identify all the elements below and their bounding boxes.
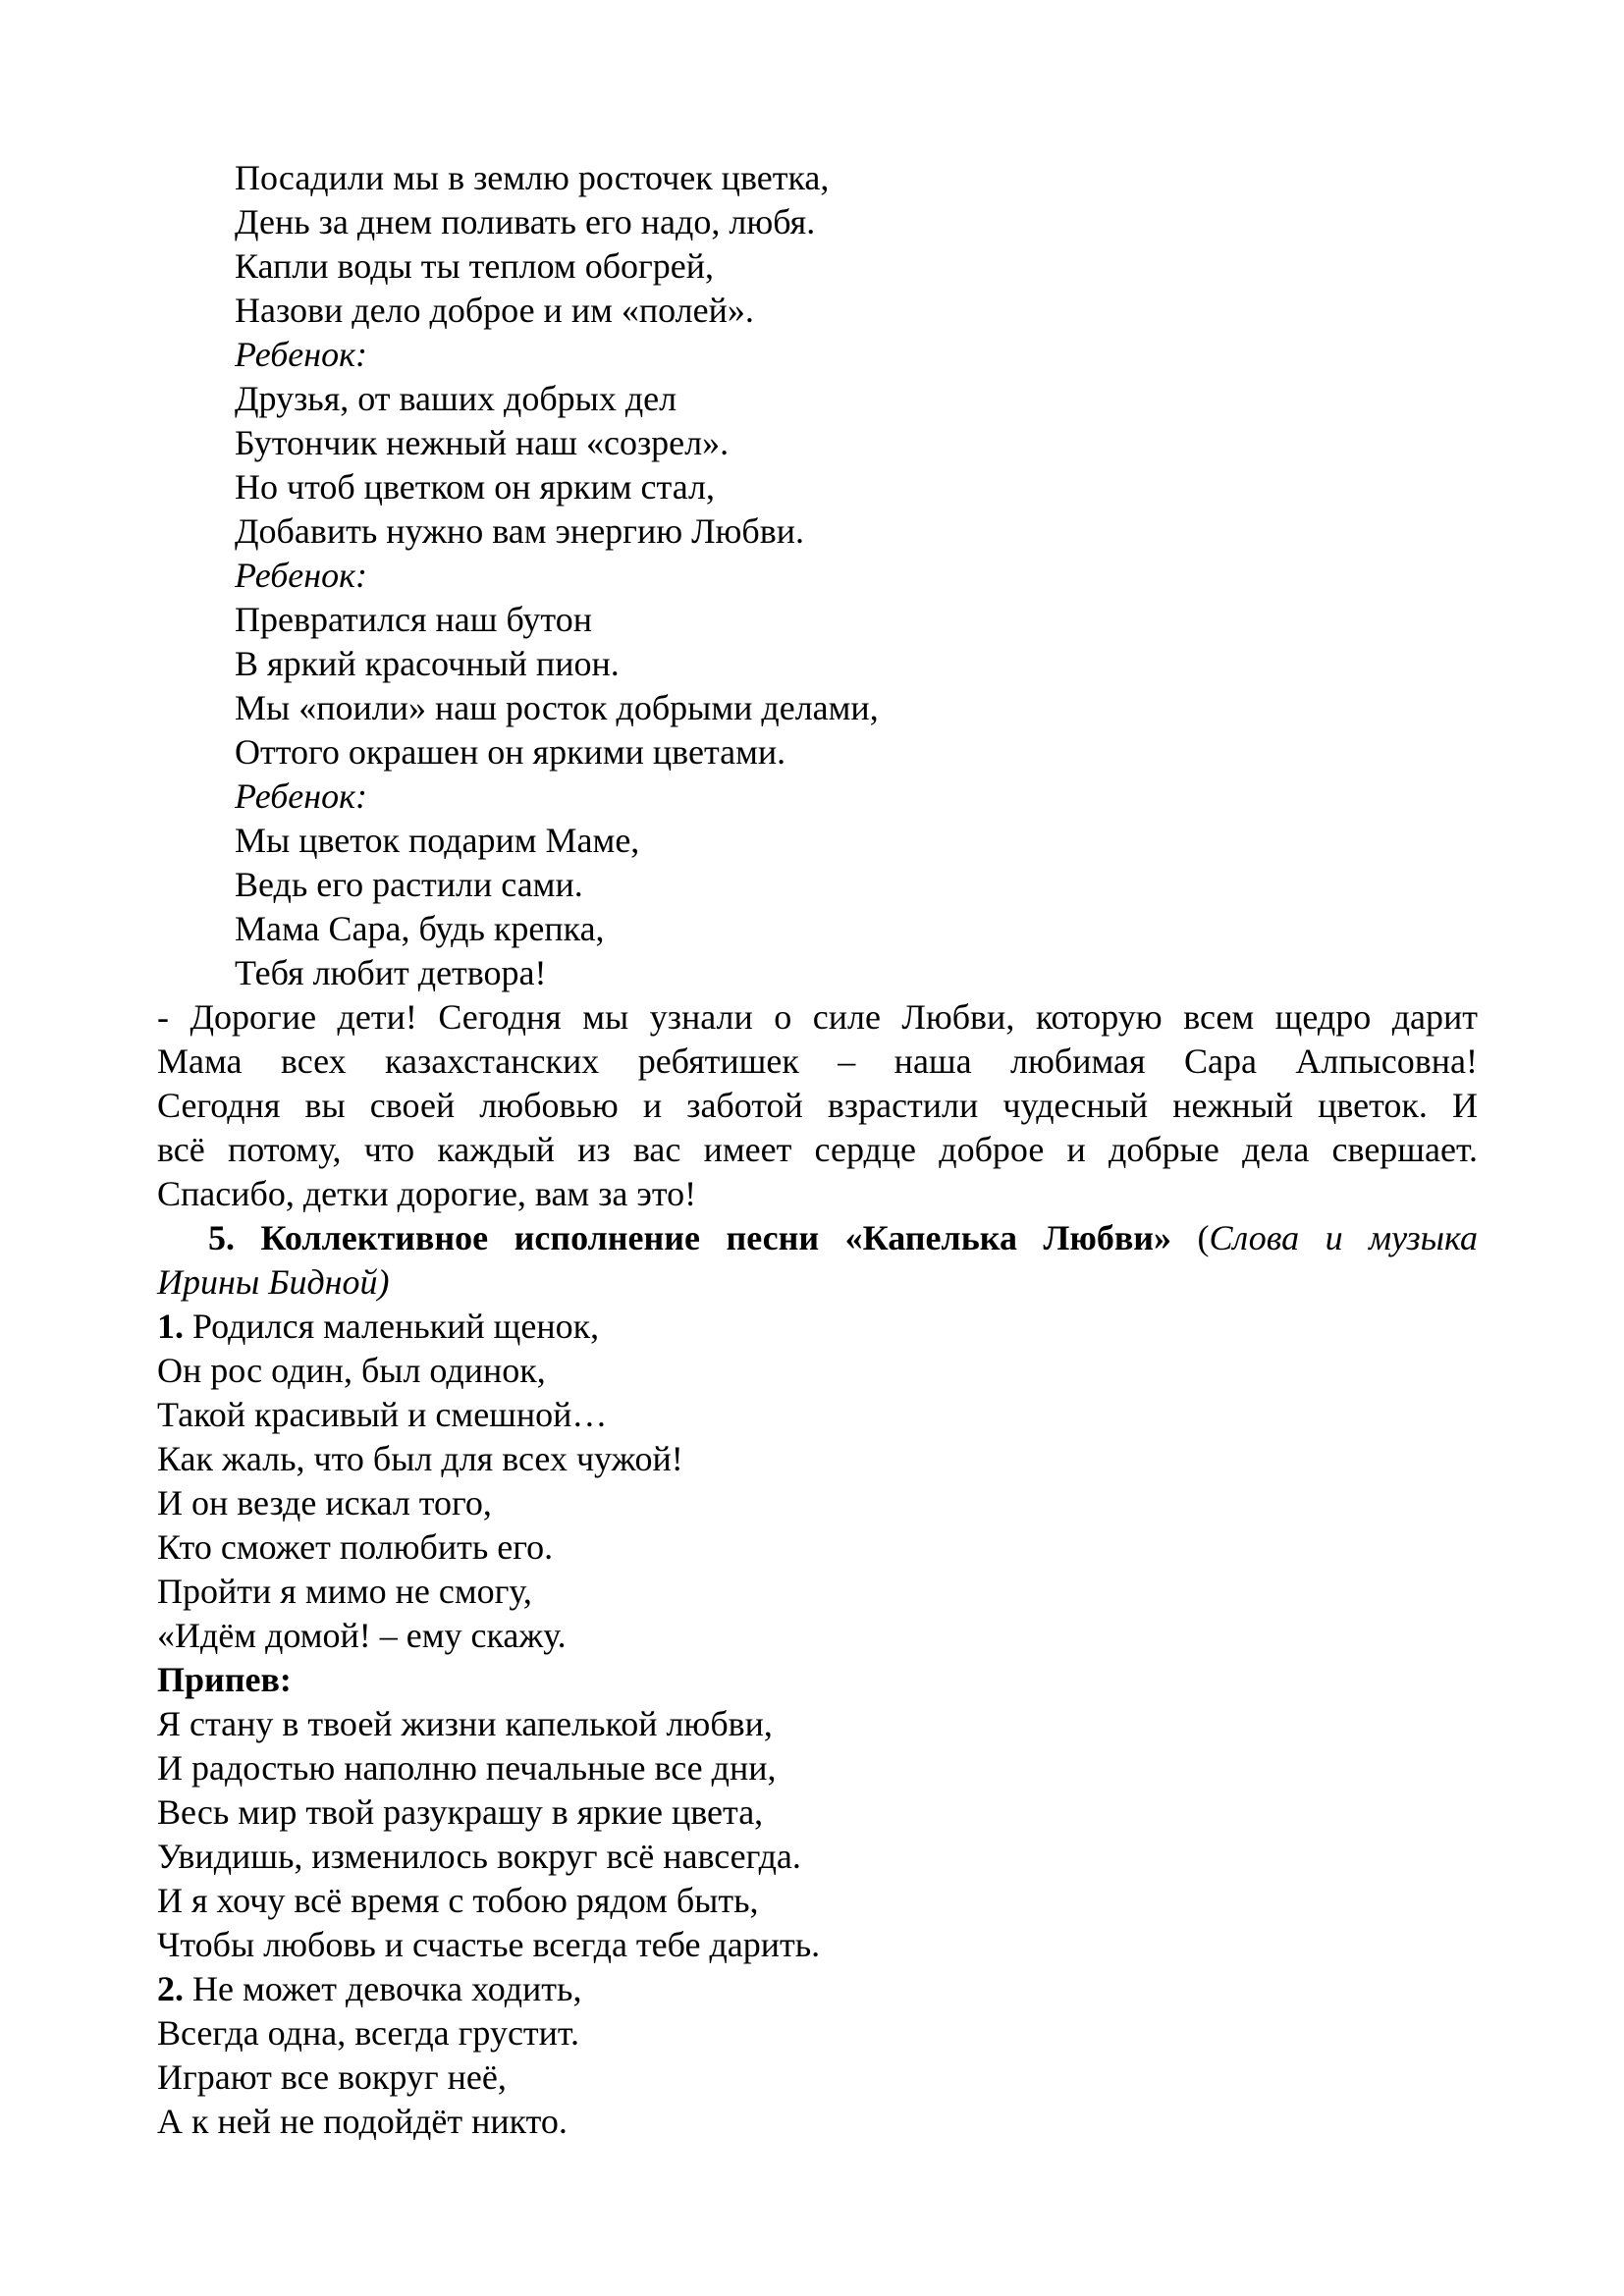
poem-line: Тебя любит детвора!: [235, 953, 547, 992]
speech-line: Сегодня вы своей любовью и заботой взрастили чудесный нежный цветок. И: [157, 1086, 1478, 1125]
speaker-label: Ребенок:: [235, 335, 367, 374]
song-line: Как жаль, что был для всех чужой!: [157, 1439, 683, 1478]
verse-first-line: Родился маленький щенок,: [192, 1307, 600, 1346]
song-line: Пройти я мимо не смогу,: [157, 1572, 532, 1611]
section-heading: [208, 1216, 1478, 1260]
speech-line: - Дорогие дети! Сегодня мы узнали о силе Любви, которую всем щедро дарит: [157, 997, 1478, 1037]
chorus-line: И радостью наполню печальные все дни,: [157, 1748, 777, 1788]
song-line: Всегда одна, всегда грустит.: [157, 2013, 579, 2053]
speaker-label: Ребенок:: [235, 776, 367, 816]
poem-line: Посадили мы в землю росточек цветка,: [235, 158, 830, 197]
poem-line: Друзья, от ваших добрых дел: [235, 379, 677, 418]
song-line: Кто сможет полюбить его.: [157, 1527, 554, 1567]
song-line: А к ней не подойдёт никто.: [157, 2102, 568, 2141]
poem-line: В яркий красочный пион.: [235, 644, 620, 683]
poem-line: Но чтоб цветком он ярким стал,: [235, 467, 715, 507]
chorus-line: И я хочу всё время с тобою рядом быть,: [157, 1881, 759, 1920]
section-credit: Слова и музыка: [1209, 1218, 1478, 1257]
verse-first-line: Не может девочка ходить,: [192, 1969, 582, 2008]
poem-line: Бутончик нежный наш «созрел».: [235, 423, 730, 462]
speech-line: Мама всех казахстанских ребятишек – наша любимая Сара Алпысовна!: [157, 1041, 1478, 1081]
song-line: И он везде искал того,: [157, 1483, 492, 1522]
section-credit-paren: (: [1197, 1218, 1210, 1257]
song-line: Играют все вокруг неё,: [157, 2057, 507, 2097]
chorus-line: Чтобы любовь и счастье всегда тебе дарить.: [157, 1925, 821, 1964]
poem-line: День за днем поливать его надо, любя.: [235, 202, 816, 241]
section-heading-title: 5. Коллективное исполнение песни «Капелька Любви»: [208, 1218, 1172, 1257]
poem-line: Оттого окрашен он яркими цветами.: [235, 732, 786, 772]
verse-number: 1.: [157, 1307, 184, 1346]
speech-last-line: Спасибо, детки дорогие, вам за это!: [157, 1174, 697, 1213]
poem-line: Назови дело доброе и им «полей».: [235, 291, 754, 330]
song-line: [157, 1305, 599, 1349]
poem-line: Превратился наш бутон: [235, 600, 592, 639]
song-line: «Идём домой! – ему скажу.: [157, 1616, 567, 1655]
poem-line: Капли воды ты теплом обогрей,: [235, 246, 715, 286]
speech-line: всё потому, что каждый из вас имеет сердце доброе и добрые дела свершает.: [157, 1130, 1478, 1169]
chorus-line: Увидишь, изменилось вокруг всё навсегда.: [157, 1837, 801, 1876]
section-credit-continued: Ирины Бидной): [157, 1262, 390, 1302]
poem-line: Добавить нужно вам энергию Любви.: [235, 511, 804, 551]
poem-line: Мы цветок подарим Маме,: [235, 821, 640, 860]
song-line: Он рос один, был одинок,: [157, 1351, 546, 1390]
chorus-line: Весь мир твой разукрашу в яркие цвета,: [157, 1792, 764, 1832]
song-line: [157, 1967, 581, 2011]
poem-line: Мы «поили» наш росток добрыми делами,: [235, 688, 879, 727]
verse-number: 2.: [157, 1969, 184, 2008]
poem-line: Ведь его растили сами.: [235, 865, 583, 904]
poem-line: Мама Сара, будь крепка,: [235, 909, 605, 948]
chorus-line: Я стану в твоей жизни капелькой любви,: [157, 1704, 773, 1743]
chorus-label: Припев:: [157, 1660, 292, 1699]
speaker-label: Ребенок:: [235, 556, 367, 595]
song-line: Такой красивый и смешной…: [157, 1395, 608, 1434]
